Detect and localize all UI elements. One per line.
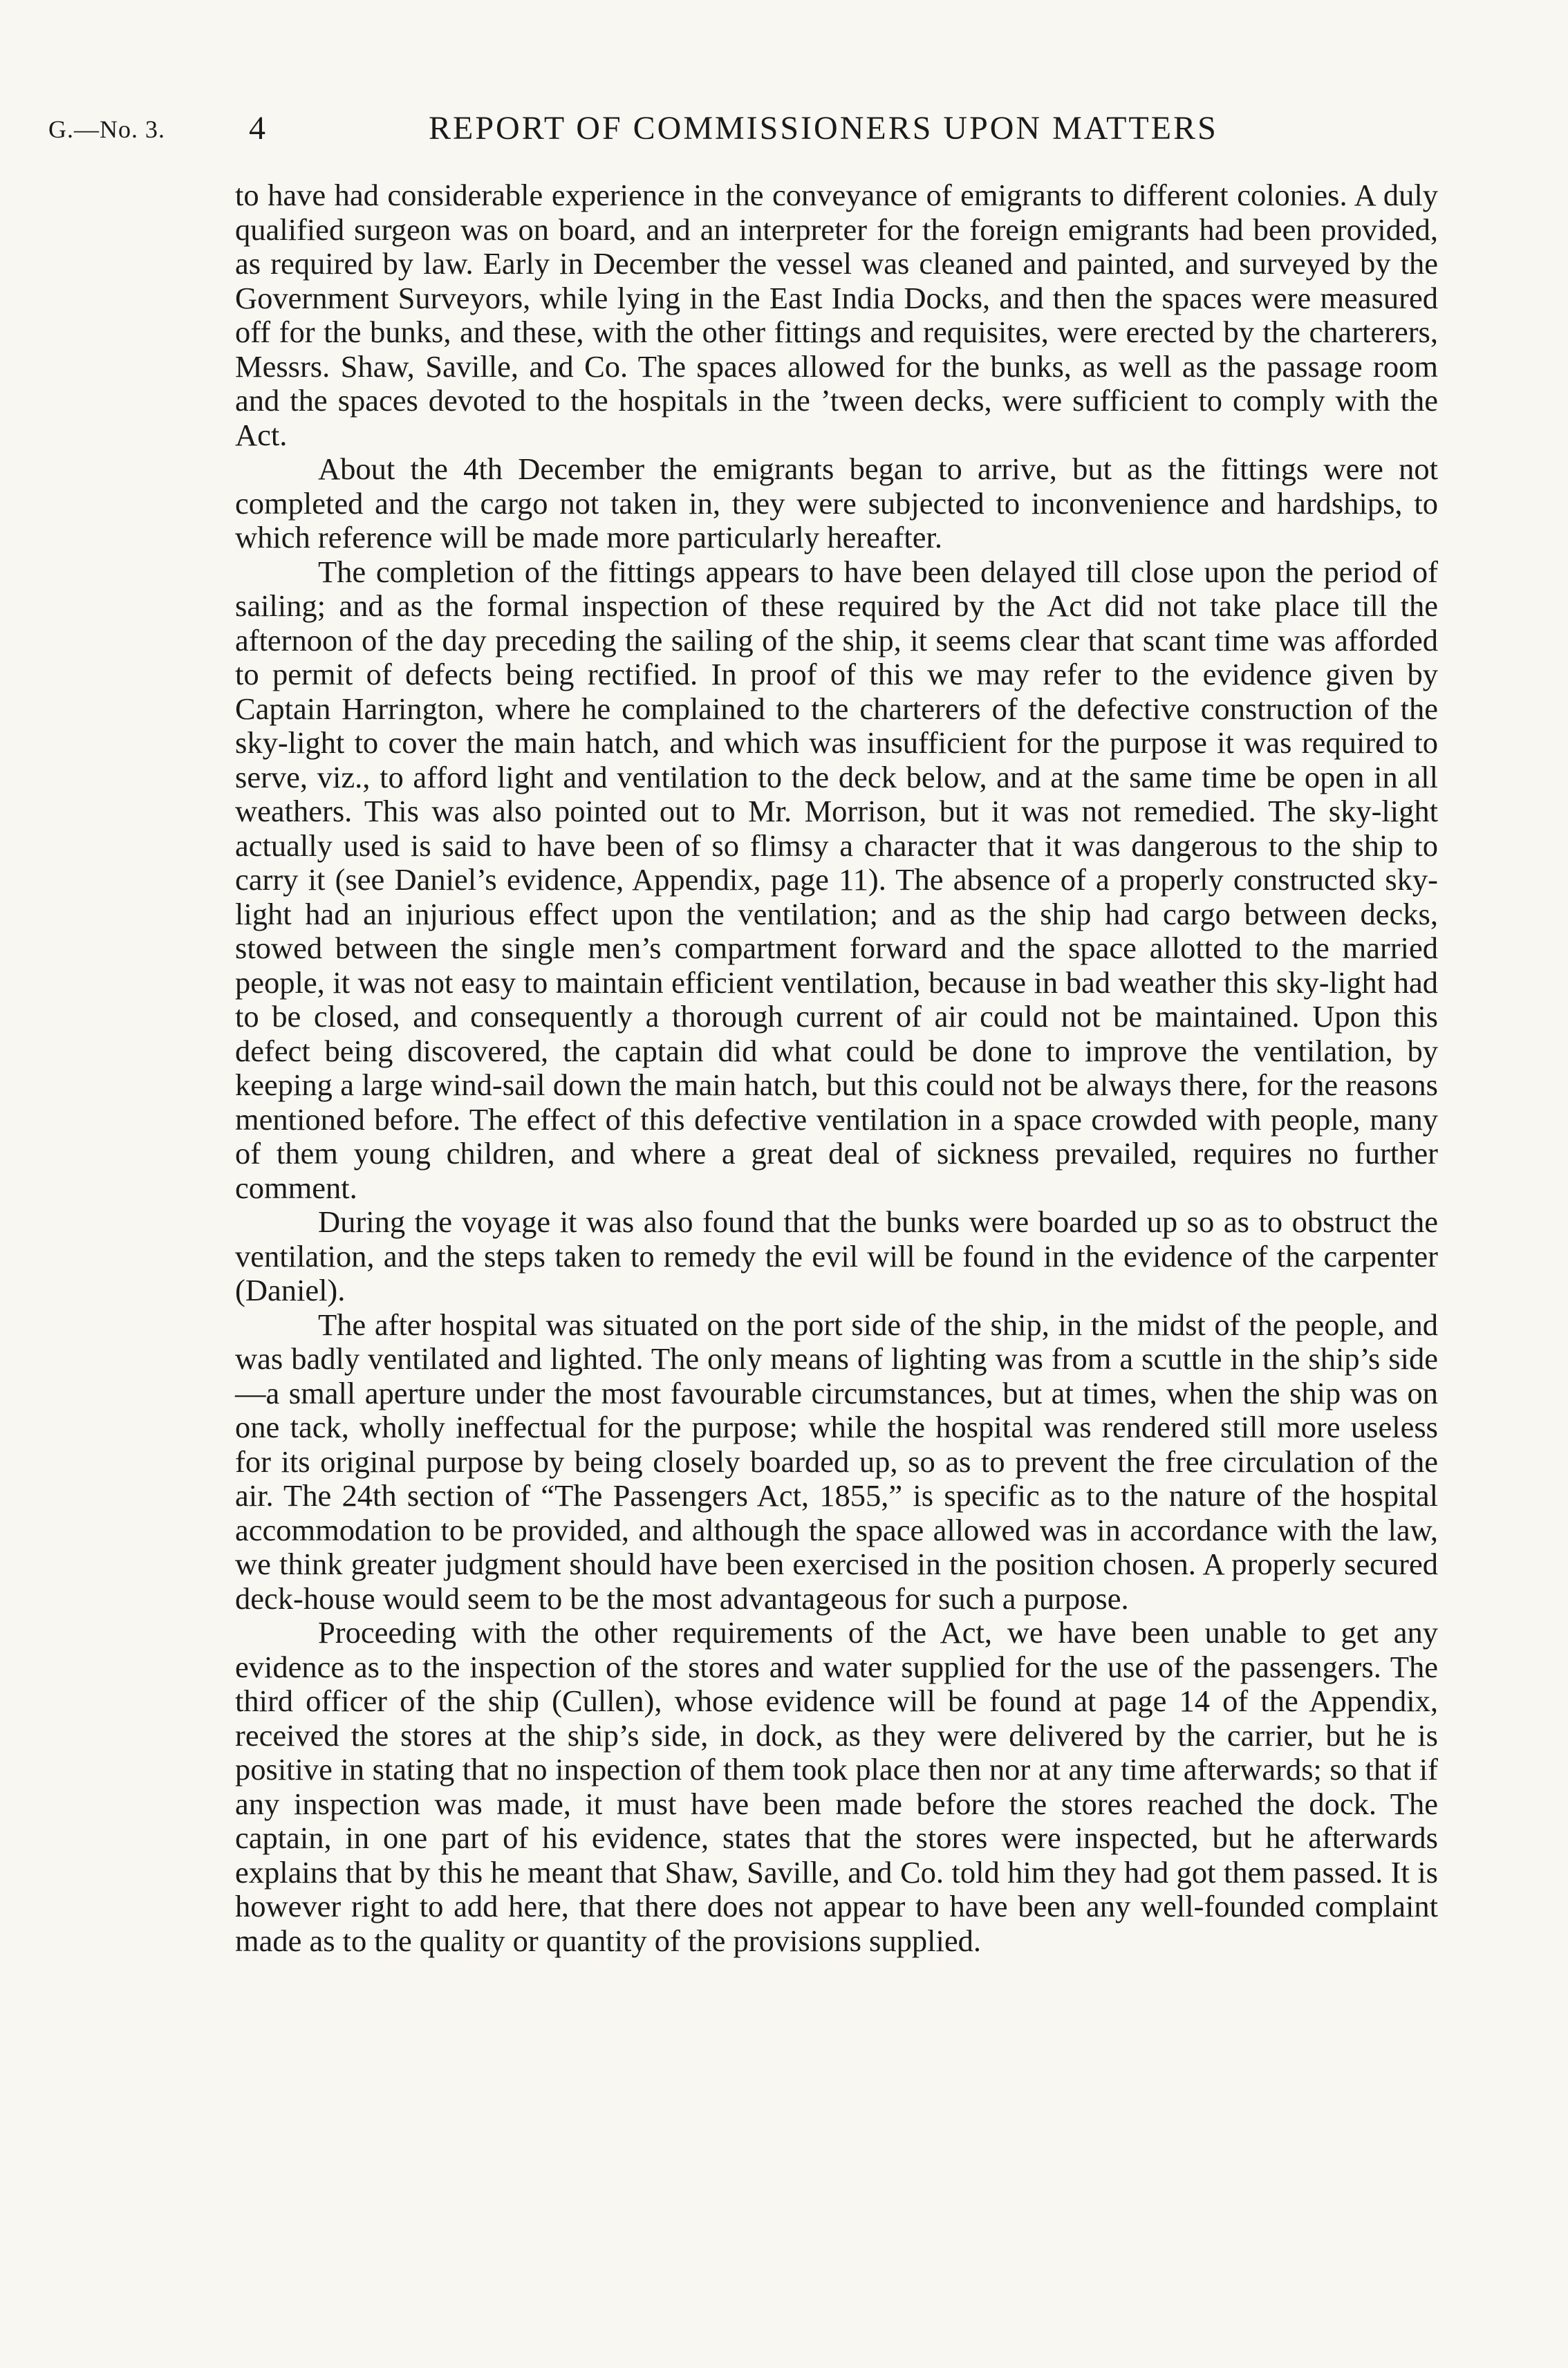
paragraph-5: The after hospital was situated on the port side of the ship, in the midst of the people, and was badly ventilated and lighted. The only means of lighting was from a scuttle in the ship’s side—a small aperture under the most favourable circumstances, but at times, when the ship was on one tack, wholly ineffectual for the purpose; while the hospital was rendered still more useless for its original purpose by being closely boarded up, so as to prevent the free circulation of the air. The 24th section of “The Passengers Act, 1855,” is specific as to the nature of the hospital accommodation to be provided, and although the space allowed was in accordance with the law, we think greater judgment should have been exercised in the position chosen. A properly secured deck-house would seem to be the most advantageous for such a purpose. xyxy=(235,1307,1438,1616)
paragraph-4: During the voyage it was also found that the bunks were boarded up so as to obstruct the ventilation, and the steps taken to remedy the evil will be found in the evidence of the carpenter (Daniel). xyxy=(235,1204,1438,1307)
document-id: G.—No. 3. xyxy=(48,115,165,143)
page-number: 4 xyxy=(249,110,265,147)
paragraph-1: to have had considerable experience in the conveyance of emigrants to different colonies. A duly qualified surgeon was on board, and an interpreter for the foreign emigrants had been provided, as required by law. Early in December the vessel was cleaned and painted, and surveyed by the Government Surveyors, while lying in the East India Docks, and then the spaces were measured off for the bunks, and these, with the other fittings and requisites, were erected by the charterers, Messrs. Shaw, Saville, and Co. The spaces allowed for the bunks, as well as the passage room and the spaces devoted to the hospitals in the ’tween decks, were sufficient to comply with the Act. xyxy=(235,178,1438,452)
paragraph-6: Proceeding with the other requirements of the Act, we have been unable to get any evidence as to the inspection of the stores and water supplied for the use of the passengers. The third officer of the ship (Cullen), whose evidence will be found at page 14 of the Appendix, received the stores at the ship’s side, in dock, as they were delivered by the carrier, but he is positive in stating that no inspection of them took place then nor at any time afterwards; so that if any inspection was made, it must have been made before the stores reached the dock. The captain, in one part of his evidence, states that the stores were inspected, but he afterwards explains that by this he meant that Shaw, Saville, and Co. told him they had got them passed. It is however right to add here, that there does not appear to have been any well-founded complaint made as to the quality or quantity of the provisions supplied. xyxy=(235,1615,1438,1958)
body-text xyxy=(235,178,1438,1958)
paragraph-2: About the 4th December the emigrants began to arrive, but as the fittings were not completed and the cargo not taken in, they were subjected to inconvenience and hardships, to which reference will be made more particularly hereafter. xyxy=(235,451,1438,554)
running-title: REPORT OF COMMISSIONERS UPON MATTERS xyxy=(429,110,1218,147)
paragraph-3: The completion of the fittings appears to have been delayed till close upon the period of sailing; and as the formal inspection of these required by the Act did not take place till the afternoon of the day preceding the sailing of the ship, it seems clear that scant time was afforded to permit of defects being rectified. In proof of this we may refer to the evidence given by Captain Harrington, where he complained to the charterers of the defective construction of the sky-light to cover the main hatch, and which was insufficient for the purpose it was required to serve, viz., to afford light and ventilation to the deck below, and at the same time be open in all weathers. This was also pointed out to Mr. Morrison, but it was not remedied. The sky-light actually used is said to have been of so flimsy a character that it was dangerous to the ship to carry it (see Daniel’s evidence, Appendix, page 11). The absence of a properly constructed sky-light had an injurious effect upon the ventilation; and as the ship had cargo between decks, stowed between the single men’s compartment forward and the space allotted to the married people, it was not easy to maintain efficient ventilation, because in bad weather this sky-light had to be closed, and consequently a thorough current of air could not be maintained. Upon this defect being discovered, the captain did what could be done to improve the ventilation, by keeping a large wind-sail down the main hatch, but this could not be always there, for the reasons mentioned before. The effect of this defective ventilation in a space crowded with people, many of them young children, and where a great deal of sickness prevailed, requires no further comment. xyxy=(235,554,1438,1205)
page-header xyxy=(48,104,1279,159)
